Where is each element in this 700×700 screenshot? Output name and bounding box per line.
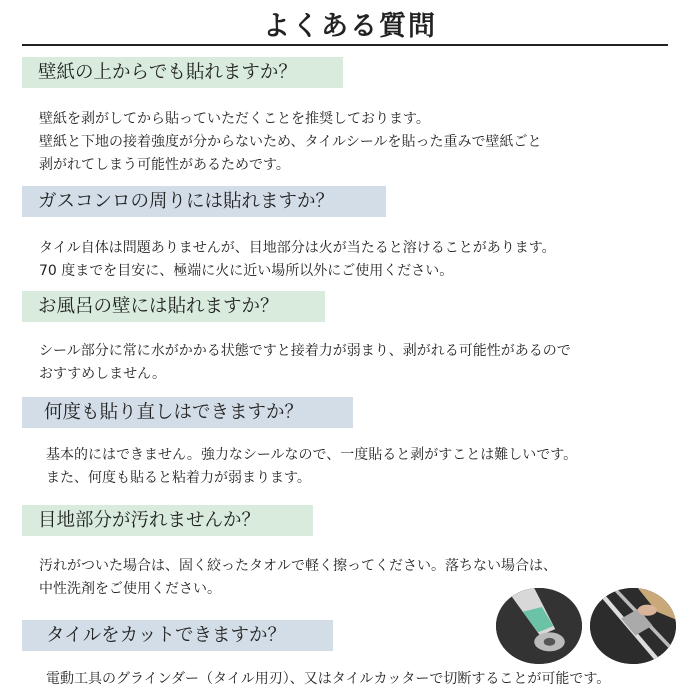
- answer-line: タイル自体は問題ありませんが、目地部分は火が当たると溶けることがあります。: [39, 240, 556, 256]
- faq-answer-2: [39, 237, 556, 283]
- faq-question-1: 壁紙の上からでも貼れますか？: [22, 57, 343, 88]
- answer-line: 電動工具のグラインダー（タイル用刃）、又はタイルカッターで切断することが可能です。: [46, 671, 611, 687]
- answer-line: 汚れがついた場合は、固く絞ったタオルで軽く擦ってください。落ちない場合は、: [39, 558, 557, 574]
- answer-line: 中性洗剤をご使用ください。: [39, 581, 221, 597]
- answer-line: おすすめしません。: [39, 366, 166, 382]
- faq-question-5: 目地部分が汚れませんか？: [22, 505, 313, 536]
- tile-cutter-photo: [590, 588, 676, 664]
- faq-question-4: 何度も貼り直しはできますか？: [22, 397, 353, 428]
- faq-question-6: タイルをカットできますか？: [22, 620, 333, 651]
- page-title: よくある質問: [263, 11, 437, 42]
- answer-line: また、何度も貼ると粘着力が弱まります。: [46, 470, 311, 486]
- answer-line: 70 度までを目安に、極端に火に近い場所以外にご使用ください。: [39, 263, 454, 279]
- answer-line: シール部分に常に水がかかる状態ですと接着力が弱まり、剥がれる可能性があるので: [39, 343, 571, 359]
- faq-answer-1: [39, 108, 542, 177]
- faq-answer-6: [46, 668, 610, 691]
- answer-line: 剥がれてしまう可能性があるためです。: [39, 157, 290, 173]
- faq-answer-3: [39, 340, 571, 386]
- faq-answer-5: [39, 555, 557, 601]
- answer-line: 基本的にはできません。強力なシールなので、一度貼ると剥がすことは難しいです。: [46, 447, 578, 463]
- faq-question-3: お風呂の壁には貼れますか？: [22, 291, 325, 322]
- faq-answer-4: [46, 444, 577, 490]
- title-divider: [22, 44, 668, 46]
- answer-line: 壁紙を剥がしてから貼っていただくことを推奨しております。: [39, 111, 430, 127]
- grinder-photo: [496, 588, 582, 664]
- faq-question-2: ガスコンロの周りには貼れますか？: [22, 186, 386, 217]
- answer-line: 壁紙と下地の接着強度が分からないため、タイルシールを貼った重みで壁紙ごと: [39, 134, 542, 150]
